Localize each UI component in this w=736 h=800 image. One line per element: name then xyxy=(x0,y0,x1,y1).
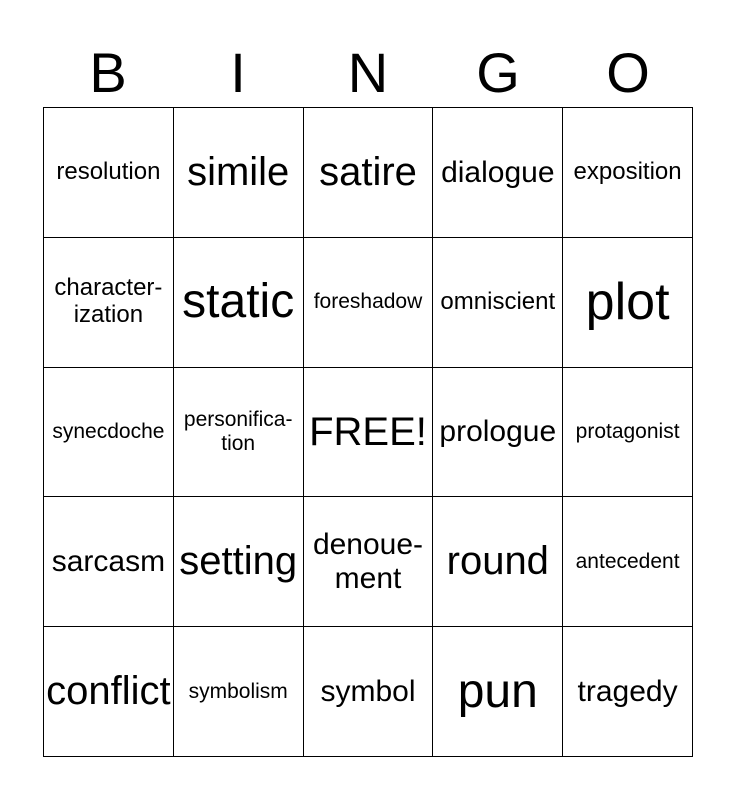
bingo-cell: conflict xyxy=(44,627,174,757)
bingo-cell: round xyxy=(433,497,563,627)
bingo-cell: resolution xyxy=(44,108,174,238)
header-letter-b: B xyxy=(89,41,127,104)
header-letter-g: G xyxy=(476,41,520,104)
bingo-cell: dialogue xyxy=(433,108,563,238)
bingo-cell: exposition xyxy=(563,108,693,238)
bingo-cell: omniscient xyxy=(433,238,563,368)
bingo-cell: simile xyxy=(174,108,304,238)
bingo-cell: character- ization xyxy=(44,238,174,368)
bingo-cell: antecedent xyxy=(563,497,693,627)
bingo-cell: symbol xyxy=(304,627,434,757)
header-letter-n: N xyxy=(347,41,389,104)
bingo-cell: foreshadow xyxy=(304,238,434,368)
bingo-cell: denoue- ment xyxy=(304,497,434,627)
header-letter-i: I xyxy=(230,41,246,104)
bingo-cell: personifica- tion xyxy=(174,368,304,498)
bingo-cell: pun xyxy=(433,627,563,757)
bingo-cell: plot xyxy=(563,238,693,368)
header-letter-o: O xyxy=(606,41,650,104)
bingo-cell: setting xyxy=(174,497,304,627)
bingo-cell: protagonist xyxy=(563,368,693,498)
bingo-cell: static xyxy=(174,238,304,368)
free-space-cell: FREE! xyxy=(304,368,434,498)
bingo-cell: satire xyxy=(304,108,434,238)
bingo-cell: prologue xyxy=(433,368,563,498)
bingo-board xyxy=(43,107,693,757)
bingo-cell: tragedy xyxy=(563,627,693,757)
bingo-cell: sarcasm xyxy=(44,497,174,627)
bingo-header xyxy=(43,40,693,106)
bingo-cell: symbolism xyxy=(174,627,304,757)
bingo-cell: synecdoche xyxy=(44,368,174,498)
